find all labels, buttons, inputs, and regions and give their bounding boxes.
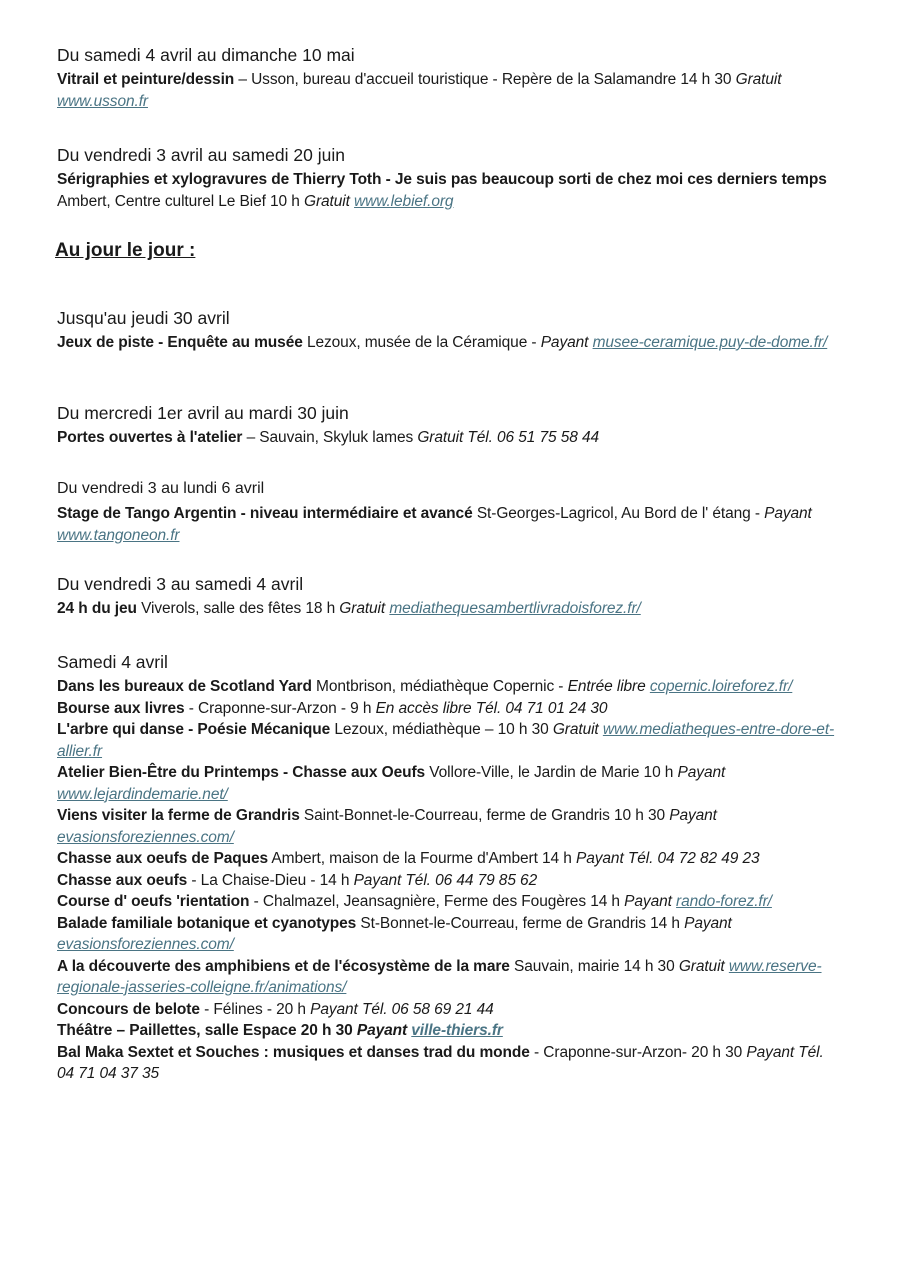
event-date-heading: Du samedi 4 avril au dimanche 10 mai — [57, 45, 355, 65]
event-details: - La Chaise-Dieu - 14 h — [187, 871, 354, 889]
event-title: Course d' oeufs 'rientation — [57, 893, 250, 910]
event-entry — [57, 676, 837, 698]
event-title: Atelier Bien-Être du Printemps - Chasse aux Oeufs — [57, 764, 426, 781]
event-details: Payant — [684, 914, 732, 932]
event-title: Sérigraphies et xylogravures de Thierry Toth - Je suis pas beaucoup sorti de chez moi ces derniers temps — [57, 171, 827, 188]
event-details: Payant Tél. 06 58 69 21 44 — [310, 1000, 494, 1018]
event-title: Payant — [356, 1022, 412, 1039]
event-entry — [57, 956, 837, 999]
event-details: Montbrison, médiathèque Copernic - — [311, 678, 568, 695]
event-details: Lezoux, médiathèque – 10 h 30 — [330, 721, 553, 738]
event-details: Payant — [764, 505, 812, 522]
event-entry — [57, 805, 837, 848]
event-link[interactable]: musee-ceramique.puy-de-dome.fr/ — [592, 334, 828, 351]
event-entry — [57, 913, 837, 956]
event-details: Payant Tél. 04 72 82 49 23 — [576, 850, 760, 867]
event-link[interactable]: www.lejardindemarie.net/ — [57, 785, 228, 803]
event-entry — [57, 1020, 837, 1042]
event-details: En accès libre Tél. 04 71 01 24 30 — [375, 699, 608, 717]
event-details: - Félines - 20 h — [199, 1000, 311, 1018]
event-title: Concours de belote — [57, 1000, 200, 1018]
event-link[interactable]: www.reserve-regionale-jasseries-colleigne.fr/animations/ — [57, 957, 822, 996]
event-title: Balade familiale botanique et cyanotypes — [57, 914, 357, 932]
event-details: Entrée libre — [567, 678, 650, 695]
event-day-block — [57, 401, 837, 449]
event-details: - Chalmazel, Jeansagnière, Ferme des Fougères 14 h — [249, 893, 625, 910]
event-day-block — [57, 650, 837, 1085]
event-link[interactable]: www.tangoneon.fr — [57, 526, 180, 544]
event-entry — [57, 870, 837, 892]
event-title: Bal Maka Sextet et Souches : musiques et danses trad du monde — [57, 1043, 530, 1061]
event-entry — [57, 999, 837, 1021]
event-details: Payant Tél. 06 44 79 85 62 — [353, 871, 538, 889]
event-details: – Usson, bureau d'accueil touristique - Repère de la Salamandre 14 h 30 — [234, 71, 736, 88]
event-details: Payant — [669, 807, 717, 824]
event-details: Payant — [540, 334, 593, 351]
event-details: Payant Tél. 04 71 04 37 35 — [57, 1043, 824, 1082]
event-title: Vitrail et peinture/dessin — [57, 71, 235, 88]
event-details: Gratuit Tél. 06 51 75 58 44 — [417, 429, 600, 446]
event-details: Payant — [624, 893, 677, 910]
event-entry — [57, 332, 837, 354]
event-details: Vollore-Ville, le Jardin de Marie 10 h — [425, 764, 678, 781]
event-date-heading: Samedi 4 avril — [57, 652, 168, 672]
event-link[interactable]: copernic.loireforez.fr/ — [649, 678, 793, 695]
event-entry — [57, 848, 837, 870]
event-entry — [57, 69, 837, 112]
event-details: Gratuit — [678, 957, 729, 975]
event-title: Portes ouvertes à l'atelier — [57, 429, 243, 446]
event-day-block — [57, 43, 837, 112]
event-title: Dans les bureaux de Scotland Yard — [57, 678, 312, 695]
event-day-block — [57, 306, 837, 354]
event-details: Gratuit — [339, 600, 390, 617]
event-details: Ambert, Centre culturel Le Bief 10 h — [57, 192, 305, 210]
event-link[interactable]: evasionsforeziennes.com/ — [57, 936, 234, 953]
event-details: St-Georges-Lagricol, Au Bord de l' étang - — [472, 505, 765, 522]
event-link[interactable]: www.lebief.org — [354, 192, 454, 210]
event-title: Chasse aux oeufs — [57, 871, 188, 889]
event-entry — [57, 598, 837, 620]
event-details: Viverols, salle des fêtes 18 h — [136, 600, 340, 617]
event-entry — [57, 503, 837, 546]
event-entry — [57, 427, 837, 449]
event-link[interactable]: www.mediatheques-entre-dore-et-allier.fr — [57, 721, 835, 760]
event-day-block — [57, 477, 837, 546]
event-details: - Craponne-sur-Arzon- 20 h 30 — [529, 1043, 747, 1061]
event-link[interactable]: rando-forez.fr/ — [676, 893, 772, 910]
event-date-heading: Du mercredi 1er avril au mardi 30 juin — [57, 403, 349, 423]
event-details: Gratuit — [735, 71, 782, 88]
event-details: - Craponne-sur-Arzon - 9 h — [184, 699, 376, 717]
event-details: Lezoux, musée de la Céramique - — [302, 334, 541, 351]
event-title: Bourse aux livres — [57, 699, 185, 717]
event-title: Jeux de piste - Enquête au musée — [57, 334, 303, 351]
event-title: Théâtre – Paillettes, salle Espace 20 h 30 — [57, 1022, 357, 1039]
event-details: Sauvain, mairie 14 h 30 — [509, 957, 679, 975]
event-entry — [57, 891, 837, 913]
event-details: Payant — [677, 764, 726, 781]
event-link[interactable]: ville-thiers.fr — [411, 1022, 503, 1039]
event-title: Viens visiter la ferme de Grandris — [57, 807, 300, 824]
event-date-heading: Du vendredi 3 au lundi 6 avril — [57, 480, 265, 497]
event-link[interactable]: www.usson.fr — [57, 92, 148, 110]
event-details: Saint-Bonnet-le-Courreau, ferme de Grandris 10 h 30 — [299, 807, 670, 824]
event-day-block — [57, 572, 837, 620]
event-details: St-Bonnet-le-Courreau, ferme de Grandris 14 h — [356, 914, 685, 932]
event-title: A la découverte des amphibiens et de l'écosystème de la mare — [57, 957, 510, 975]
event-entry — [57, 698, 837, 720]
event-details: – Sauvain, Skyluk lames — [242, 429, 418, 446]
event-title: L'arbre qui danse - Poésie Mécanique — [57, 721, 331, 738]
event-entry — [57, 1042, 837, 1085]
event-details: Gratuit — [304, 192, 355, 210]
event-link[interactable]: mediathequesambertlivradoisforez.fr/ — [389, 600, 641, 617]
event-entry — [57, 762, 837, 805]
event-date-heading: Jusqu'au jeudi 30 avril — [57, 308, 230, 328]
event-link[interactable]: evasionsforeziennes.com/ — [57, 828, 234, 846]
event-title: Stage de Tango Argentin - niveau intermédiaire et avancé — [57, 505, 473, 522]
event-title: Chasse aux oeufs de Paques — [57, 850, 269, 867]
event-date-heading: Du vendredi 3 avril au samedi 20 juin — [57, 145, 345, 165]
event-entry — [57, 719, 837, 762]
section-title: Au jour le jour : — [55, 240, 196, 261]
event-day-block — [57, 143, 837, 212]
event-entry — [57, 169, 837, 212]
event-date-heading: Du vendredi 3 au samedi 4 avril — [57, 574, 304, 594]
event-details: Gratuit — [552, 721, 603, 738]
event-title: 24 h du jeu — [57, 600, 137, 617]
event-details: Ambert, maison de la Fourme d'Ambert 14 h — [268, 850, 576, 867]
